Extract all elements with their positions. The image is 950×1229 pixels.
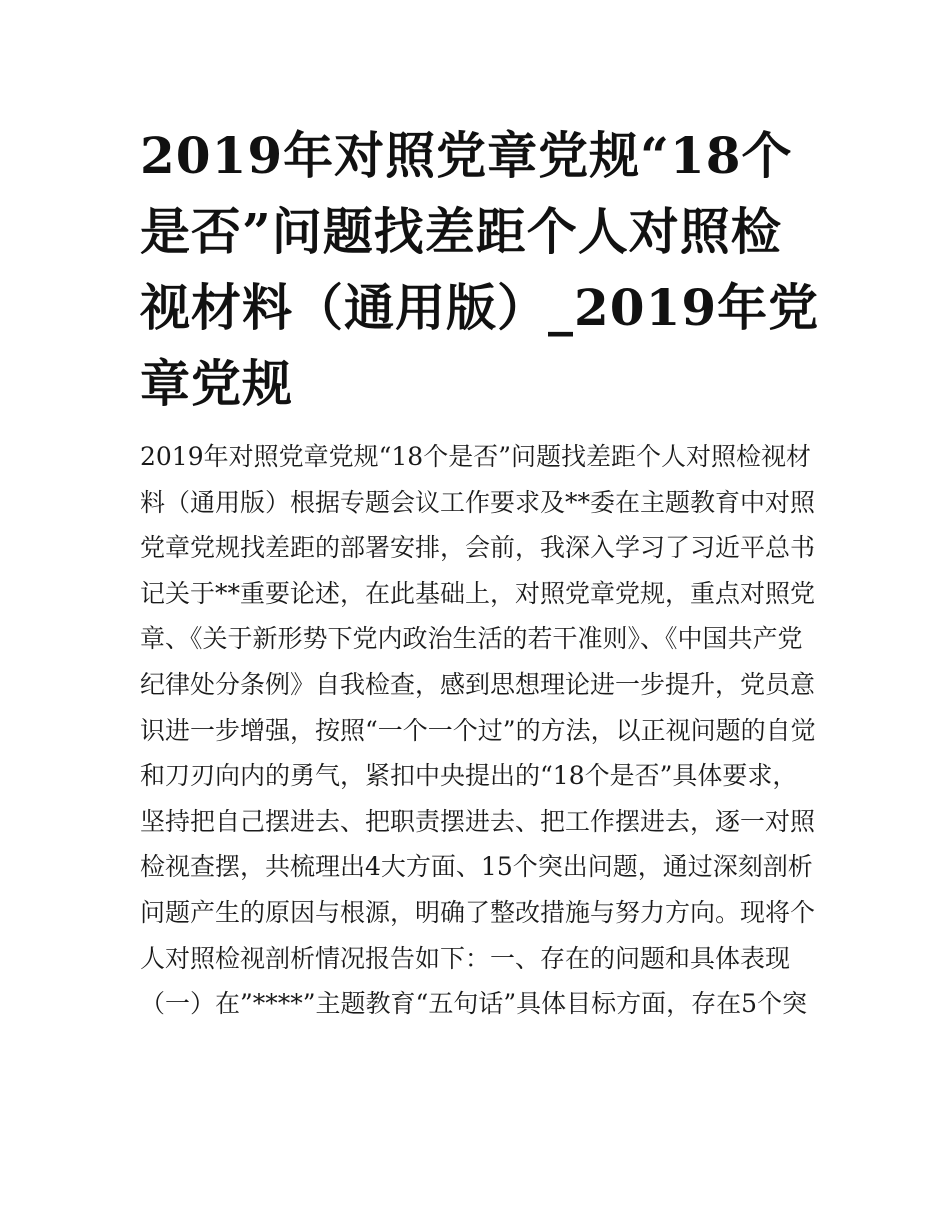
document-body: 2019年对照党章党规“18个是否”问题找差距个人对照检视材料（通用版）根据专题会议工作要求及**委在主题教育中对照党章党规找差距的部署安排，会前，我深入学习了习近平总书记关于**重要论述，在此基础上，对照党章党规，重点对照党章、《关于新形势下党内政治生活的若干准则》、《中国共产党纪律处分条例》自我检查，感到思想理论进一步提升，党员意识进一步增强，按照“一个一个过”的方法，以正视问题的自觉和刀刃向内的勇气，紧扣中央提出的“18个是否”具体要求，坚持把自己摆进去、把职责摆进去、把工作摆进去，逐一对照检视查摆，共梳理出4大方面、15个突出问题，通过深刻剖析问题产生的原因与根源，明确了整改措施与努力方向。现将个人对照检视剖析情况报告如下：一、存在的问题和具体表现（一）在”****”主题教育“五句话”具体目标方面，存在5个突: [140, 442, 816, 1019]
document-title: 2019年对照党章党规“18个是否”问题找差距个人对照检视材料（通用版）_2019年党章党规: [140, 126, 820, 413]
